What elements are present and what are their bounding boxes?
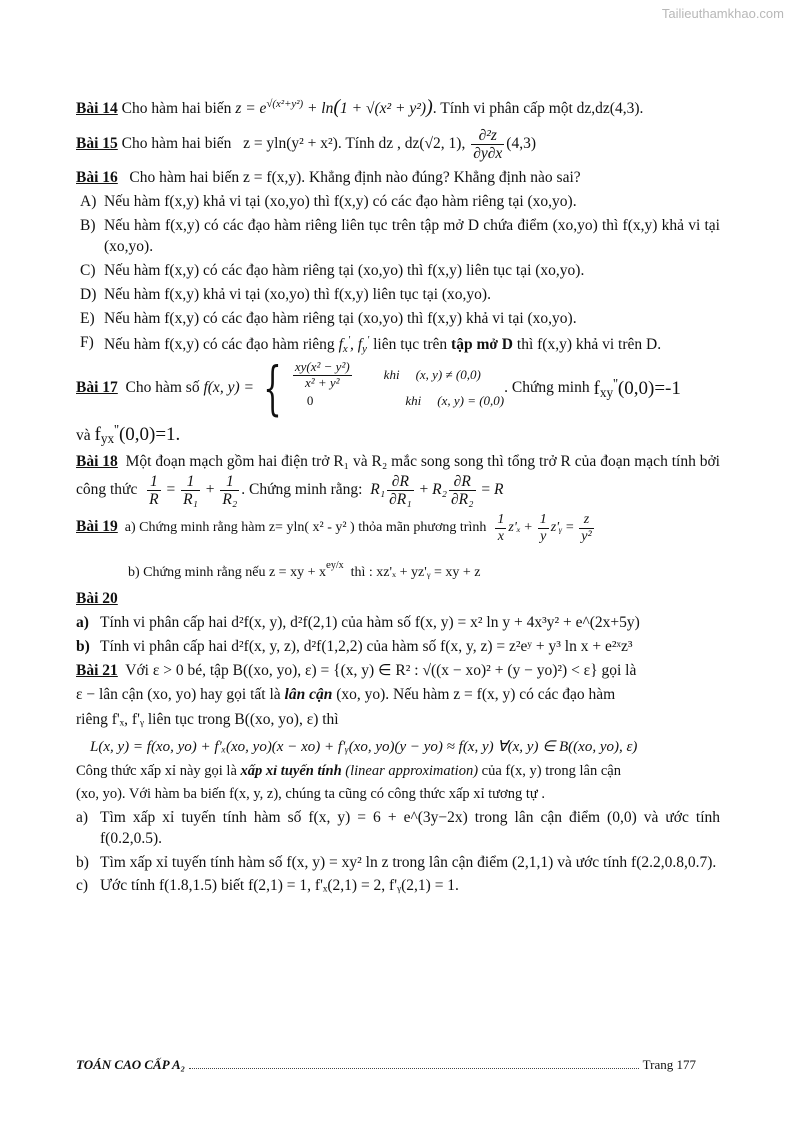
exercise-19: Bài 19 a) Chứng minh rằng hàm z= yln( x² - y² ) thỏa mãn phương trình $\frac{1}{x}$ z'ₓ + $\frac{1}{y}$ z'ᵧ = $\frac{z}{\text{y²}}$ (76, 512, 592, 544)
option: D) Nếu hàm f(x,y) khả vi tại (xo,yo) thì f(x,y) liên tục tại (xo,yo). (80, 285, 491, 303)
exercise-label: Bài 15 (76, 135, 118, 153)
exercise-14: Bài 14 Cho hàm hai biến $z = e^{√(x^2+y^2)} + \ln(1 + √(x^2 + y^2))$. Tính vi phân cấp một dz,dz(4,3). (76, 96, 644, 118)
part: b) Tìm xấp xỉ tuyến tính hàm số f(x, y) = xy² ln z trong lân cận điểm (2,1,1) và ước tính f(2.2,0.8,0.7). (76, 853, 717, 871)
exercise-label: Bài 14 (76, 100, 118, 117)
exercise-16: Bài 16 Cho hàm hai biến z = f(x,y). Khẳng định nào đúng? Khẳng định nào sai? (76, 169, 581, 187)
exercise-18: Bài 18 Một đoạn mạch gồm hai điện trở R₁ và R₂ mắc song song thì tổng trở R của đoạn mạch tính bởi công thức $\frac{1}{R}$ = $\frac{1}{\text{R₁}}$ + $\frac{1}{\text{R₂}}$ . Chứng minh rằng: R₁ $\frac{\partial R}{\text{∂R₁}}$ + R₂ $\frac{\partial R}{\text{∂R₂}}$ = R (76, 453, 720, 509)
page-number: Trang 177 (642, 1057, 696, 1072)
options-list (76, 192, 720, 330)
option: A) Nếu hàm f(x,y) khả vi tại (xo,yo) thì f(x,y) có các đạo hàm riêng tại (xo,yo). (80, 193, 577, 211)
exercise-15: Bài 15 Cho hàm hai biến z = yln(y² + x²). Tính dz , dz(√2, 1), $\frac{\text{∂²z}}{\partial y\partial x}$ (4,3) (76, 127, 536, 163)
part: b) Tính vi phân cấp hai d²f(x, y, z), d²f(1,2,2) của hàm số f(x, y, z) = z²eʸ + y³ ln x + e²ˣz³ (76, 637, 633, 655)
exercise-label: Bài 21 (76, 661, 118, 679)
exercise-label: Bài 17 (76, 378, 118, 396)
document-page: Bài 14 Cho hàm hai biến $z = e^{√(x^2+y^2)} + \ln(1 + √(x^2 + y^2))$. Tính vi phân cấp một dz,dz(4,3). Bài 15 Cho hàm hai biến z = yln(y² + x²). Tính dz , dz(√2, 1), $\frac{\text{∂²z}}{\partial y\partial x}$ (4,3) Bài 16 Cho hàm hai biến z = f(x,y). Khẳng định nào đúng? Khẳng định nào sai? A) Nếu hàm f(x,y) khả vi tại (xo,yo) thì f(x,y) có các đạo hàm riêng tại (xo,yo). B) Nếu hàm f(x,y) có các đạo hàm riêng liên tục trên tập mở D chứa điểm (xo,yo) thì f(x,y) khả vi tại (xo,yo). C) Nếu hàm f(x,y) có các đạo hàm riêng tại (xo,yo) thì f(x,y) liên tục tại (xo,yo). D) Nếu hàm f(x,y) khả vi tại (xo,yo) thì f(x,y) liên tục tại (xo,yo). E) Nếu hàm f(x,y) có các đạo hàm riêng tại (xo,yo) thì f(x,y) khả vi tại (xo,yo). F) Nếu hàm f(x,y) có các đạo hàm riêng $f_x'$, $f_y'$ liên tục trên tập mở D thì f(x,y) khả vi trên D. Bài 17 Cho hàm số f(x, y) = { $\frac{\text{xy(x² − y²)}}{\text{x² + y²}}$ khi (x, y) ≠ (0,0) 0 khi (x, y) = (0,0) . Chứng minh $f_{xy}''(0,0)=-1$ và $f_{yx}''(0,0)=1$. Bài 18 Một đoạn mạch gồm hai điện trở R₁ và R₂ mắc song song thì tổng trở R của đoạn mạch tính bởi công thức $\frac{1}{R}$ = $\frac{1}{\text{R₁}}$ + $\frac{1}{\text{R₂}}$ . Chứng minh rằng: R₁ $\frac{\partial R}{\text{∂R₁}}$ + R₂ $\frac{\partial R}{\text{∂R₂}}$ = R Bài 19 a) Chứng minh rằng hàm z= yln( x² - y² ) thỏa mãn phương trình $\frac{1}{x}$ z'ₓ + $\frac{1}{y}$ z'ᵧ = $\frac{z}{\text{y²}}$ b) Chứng minh rằng nếu z = xy + xey/x thì : xz'ₓ + yz'ᵧ = xy + z Bài 20 a) Tính vi phân cấp hai d²f(x, y), d²f(2,1) của hàm số f(x, y) = x² ln y + 4x³y² + e^(2x+5y) b) Tính vi phân cấp hai d²f(x, y, z), d²f(1,2,2) của hàm số f(x, y, z) = z²eʸ + y³ ln x + e²ˣz³ Bài 21 Với ε > 0 bé, tập B((xo, yo), ε) = {(x, y) ∈ R² : √((x − xo)² + (y − yo)²) < ε} gọi là ε − lân cận (xo, yo) hay gọi tất là lân cận (xo, yo). Nếu hàm z = f(x, y) có các đạo hàm riêng f'ₓ, f'ᵧ liên tục trong B((xo, yo), ε) thì L(x, y) = f(xo, yo) + f'ₓ(xo, yo)(x − xo) + f'ᵧ(xo, yo)(y − yo) ≈ f(x, y) ∀(x, y) ∈ B((xo, yo), ε) Công thức xấp xỉ này gọi là xấp xỉ tuyến tính (linear approximation) của f(x, y) trong lân cận (xo, yo). Với hàm ba biến f(x, y, z), chúng ta cũng có công thức xấp xỉ tương tự . a) Tìm xấp xỉ tuyến tính hàm số f(x, y) = 6 + e^(3y−2x) trong lân cận điểm (0,0) và ước tính f(0.2,0.5). b) Tìm xấp xỉ tuyến tính hàm số f(x, y) = xy² ln z trong lân cận điểm (2,1,1) và ước tính f(2.2,0.8,0.7). c) Ước tính f(1.8,1.5) biết f(2,1) = 1, f'ₓ(2,1) = 2, f'ᵧ(2,1) = 1. (76, 94, 720, 900)
exercise-20 (76, 589, 720, 610)
part: a) Tính vi phân cấp hai d²f(x, y), d²f(2,1) của hàm số f(x, y) = x² ln y + 4x³y² + e^(2x+5y) (76, 613, 640, 631)
exercise-21: Bài 21 Với ε > 0 bé, tập B((xo, yo), ε) = {(x, y) ∈ R² : √((x − xo)² + (y − yo)²) < ε} gọi là (76, 661, 637, 679)
exercise-label: Bài 19 (76, 518, 118, 536)
piecewise: $\frac{\text{xy(x² − y²)}}{\text{x² + y²}}$ khi (x, y) ≠ (0,0) 0 khi (x, y) = (0,0) (294, 359, 505, 409)
part: a) Tìm xấp xỉ tuyến tính hàm số f(x, y) = 6 + e^(3y−2x) trong lân cận điểm (0,0) và ước tính f(0.2,0.5). (76, 808, 720, 847)
formula: $z = e^{√(x^2+y^2)} + \ln(1 + √(x^2 + y^2))$ (235, 96, 433, 118)
exercise-label: Bài 18 (76, 453, 118, 471)
option: F) Nếu hàm f(x,y) có các đạo hàm riêng $f_x'$, $f_y'$ liên tục trên tập mở D thì f(x,y) khả vi trên D. (80, 333, 662, 355)
page-footer (76, 1057, 696, 1073)
watermark: Tailieuthamkhao.com (661, 6, 784, 21)
part: c) Ước tính f(1.8,1.5) biết f(2,1) = 1, f'ₓ(2,1) = 2, f'ᵧ(2,1) = 1. (76, 877, 459, 895)
option: B) Nếu hàm f(x,y) có các đạo hàm riêng liên tục trên tập mở D chứa điểm (xo,yo) thì f(x,y) khả vi tại (xo,yo). (80, 216, 720, 255)
second-derivative: $\frac{\text{∂²z}}{\partial y\partial x}$ (473, 127, 503, 163)
exercise-17: Bài 17 Cho hàm số f(x, y) = { $\frac{\text{xy(x² − y²)}}{\text{x² + y²}}$ khi (x, y) ≠ (0,0) 0 khi (x, y) = (0,0) . Chứng minh $f_{xy}''(0,0)=-1$ (76, 354, 681, 423)
footer-title: TOÁN CAO CẤP A₂ (76, 1057, 186, 1072)
option: E) Nếu hàm f(x,y) có các đạo hàm riêng tại (xo,yo) thì f(x,y) khả vi tại (xo,yo). (80, 309, 577, 327)
exercise-label: Bài 16 (76, 169, 118, 187)
linear-approx-formula: L(x, y) = f(xo, yo) + f'ₓ(xo, yo)(x − xo) + f'ᵧ(xo, yo)(y − yo) ≈ f(x, y) ∀(x, y) ∈ B((xo, yo), ε) (90, 739, 638, 756)
option: C) Nếu hàm f(x,y) có các đạo hàm riêng tại (xo,yo) thì f(x,y) liên tục tại (xo,yo). (80, 261, 585, 279)
exercise-label: Bài 20 (76, 589, 118, 607)
